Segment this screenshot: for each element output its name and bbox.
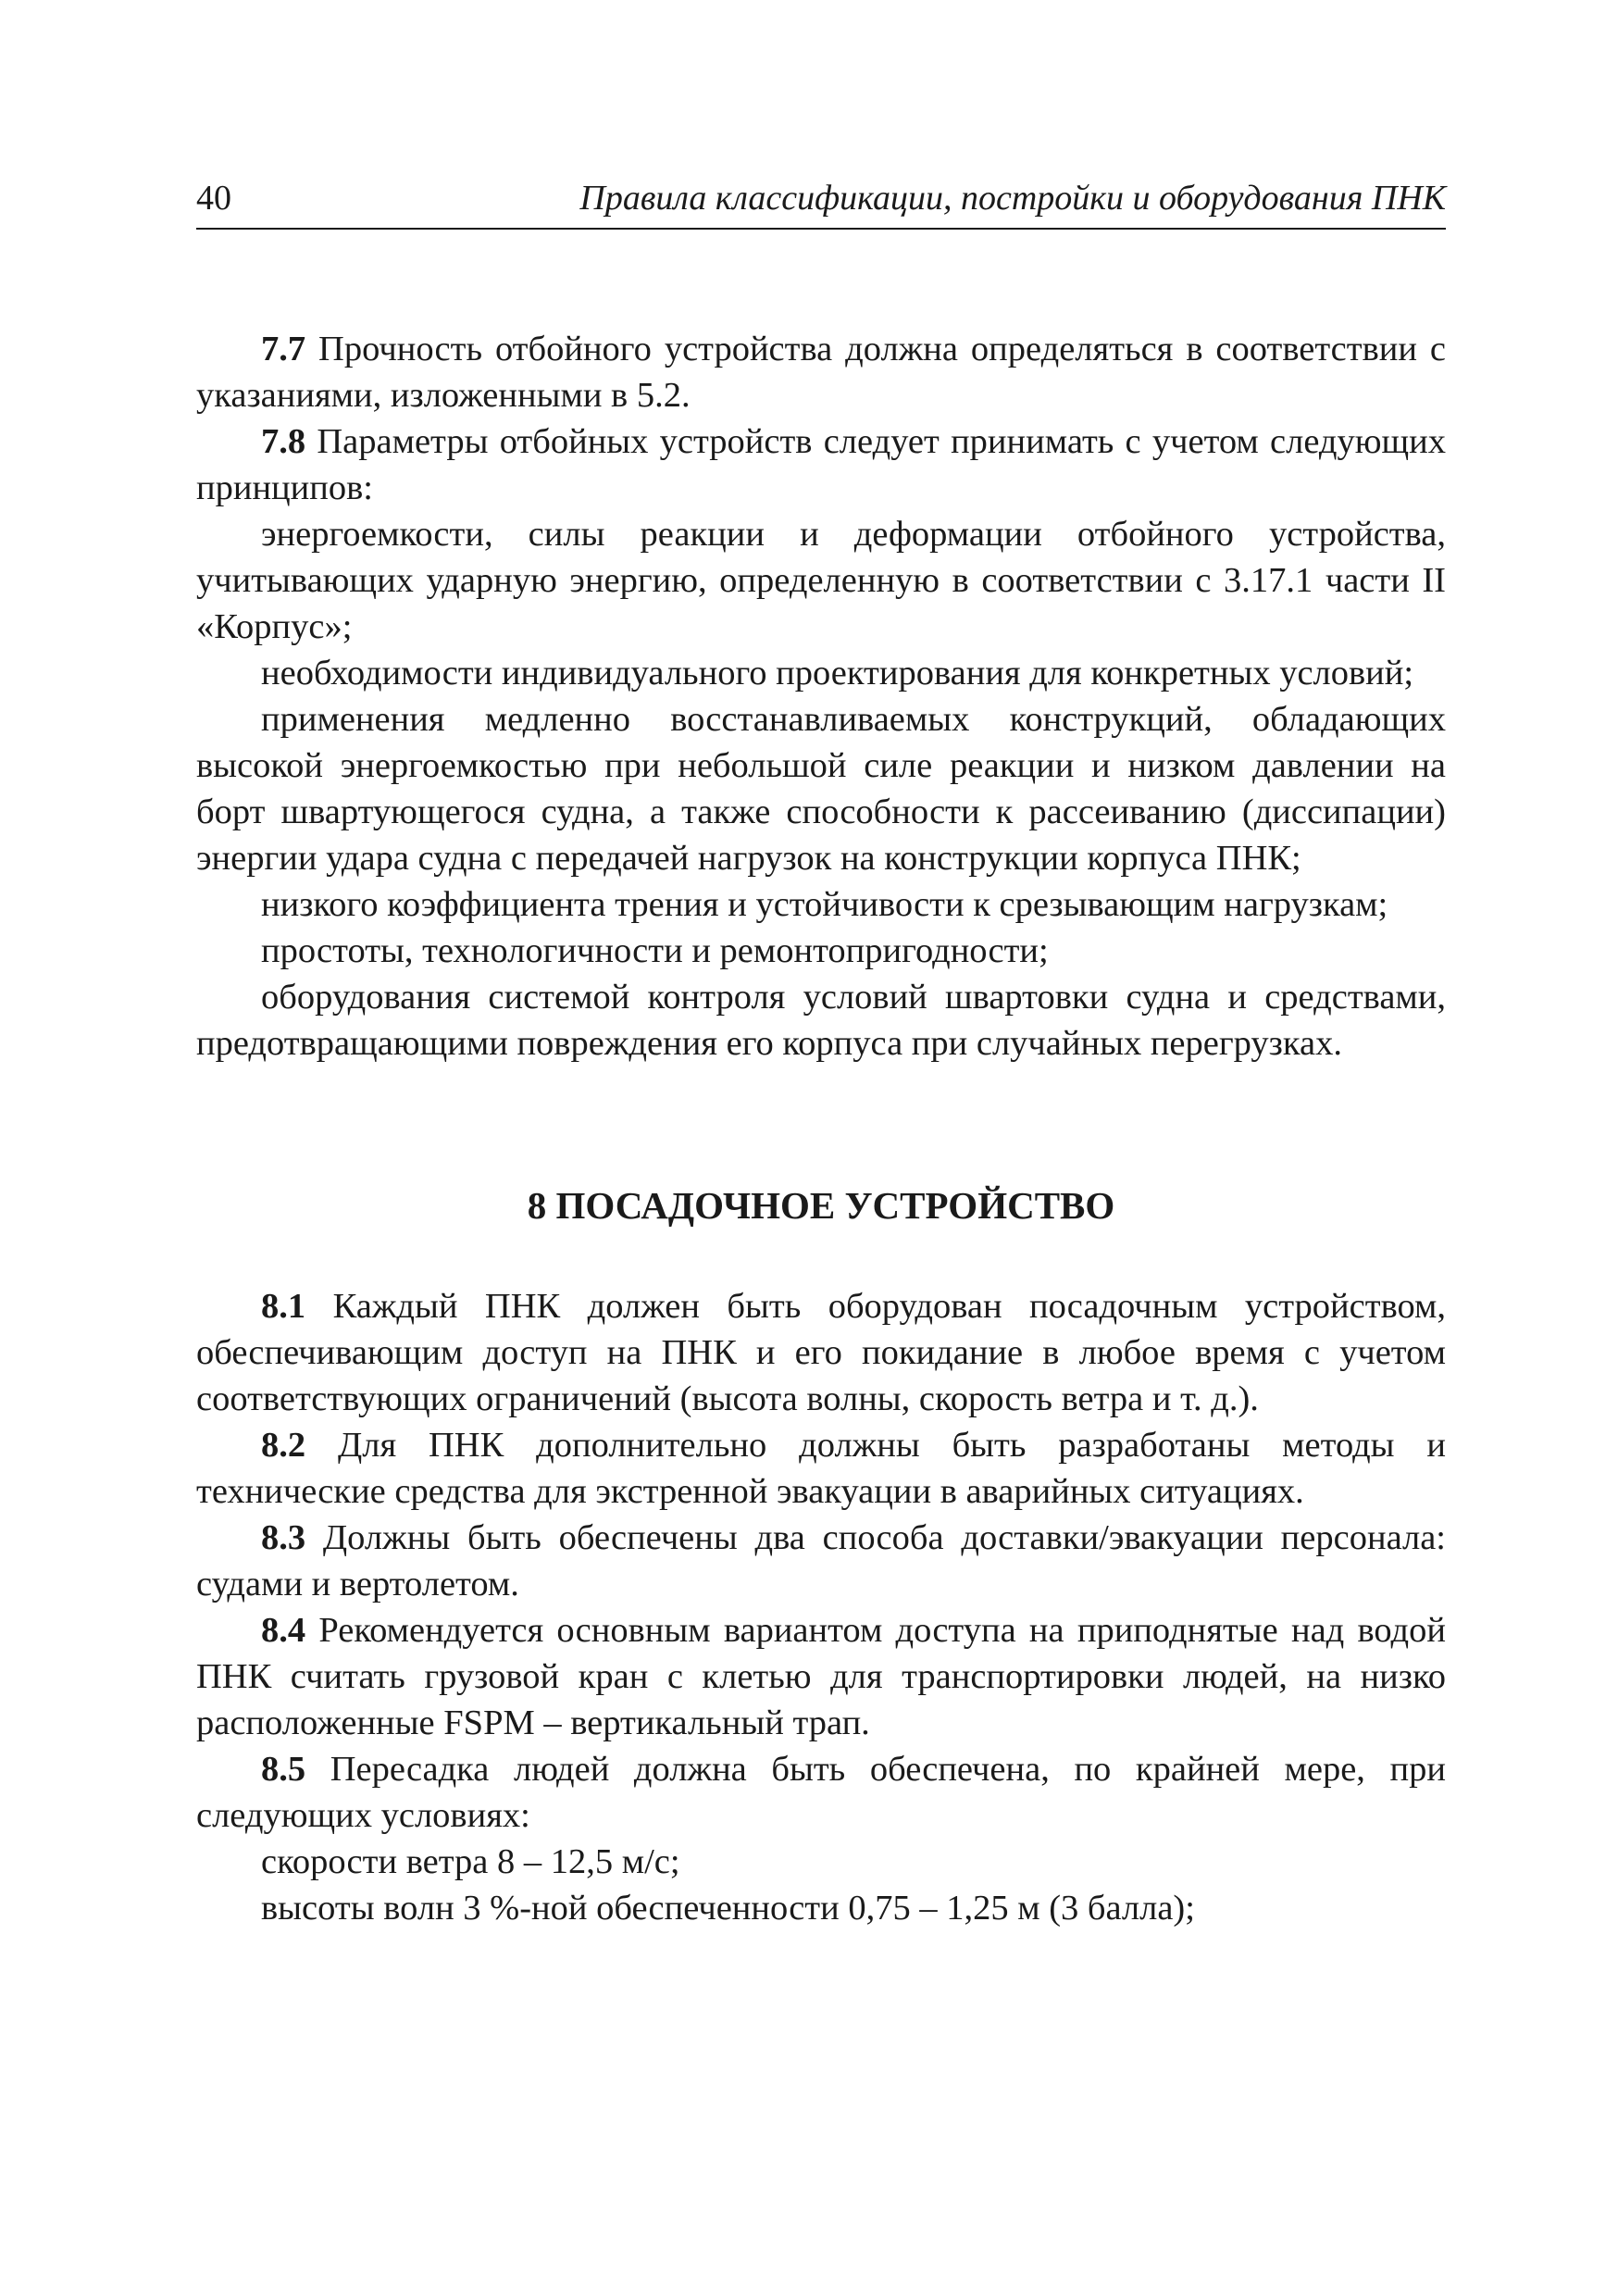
list-item: низкого коэффициента трения и устойчивости к срезывающим нагрузкам; (261, 885, 1388, 924)
paragraph-8-4 (196, 1607, 1446, 1746)
list-item: необходимости индивидуального проектирования для конкретных условий; (261, 654, 1414, 693)
paragraph-text: Прочность отбойного устройства должна определяться в соответствии с указаниями, изложенными в 5.2. (196, 330, 1446, 415)
paragraph-number: 8.5 (261, 1750, 306, 1789)
list-item: простоты, технологичности и ремонтопригодности; (261, 931, 1049, 970)
list-item: высоты волн 3 %-ной обеспеченности 0,75 – 1,25 м (3 балла); (261, 1889, 1195, 1928)
paragraph-text: Пересадка людей должна быть обеспечена, по крайней мере, при следующих условиях: (196, 1750, 1446, 1835)
paragraph-number: 8.1 (261, 1287, 306, 1326)
paragraph-text: Для ПНК дополнительно должны быть разработаны методы и технические средства для экстренной эвакуации в аварийных ситуациях. (196, 1426, 1446, 1511)
page-number: 40 (196, 179, 231, 218)
paragraph-number: 8.4 (261, 1611, 306, 1650)
list-item: применения медленно восстанавливаемых конструкций, обладающих высокой энергоемкостью при небольшой силе реакции и низком давлении на борт швартующегося судна, а также способности к рассеиванию (диссипации) энергии удара судна с передачей нагрузок на конструкции корпуса ПНК; (196, 700, 1446, 878)
paragraph-8-2 (196, 1422, 1446, 1515)
paragraph-number: 8.3 (261, 1518, 306, 1557)
paragraph-number: 7.8 (261, 422, 306, 461)
paragraph-7-8 (196, 418, 1446, 511)
paragraph-text: Параметры отбойных устройств следует принимать с учетом следующих принципов: (196, 422, 1446, 507)
paragraph-8-3 (196, 1515, 1446, 1607)
running-title: Правила классификации, постройки и оборудования ПНК (579, 179, 1446, 218)
paragraph-text: Рекомендуется основным вариантом доступа на приподнятые над водой ПНК считать грузовой кран с клетью для транспортировки людей, на низко расположенные FSPM – вертикальный трап. (196, 1611, 1446, 1742)
list-item: энергоемкости, силы реакции и деформации отбойного устройства, учитывающих ударную энергию, определенную в соответствии с 3.17.1 части II «Корпус»; (196, 515, 1446, 646)
paragraph-text: Каждый ПНК должен быть оборудован посадочным устройством, обеспечивающим доступ на ПНК и его покидание в любое время с учетом соответствующих ограничений (высота волны, скорость ветра и т. д.). (196, 1287, 1446, 1418)
running-header (196, 176, 1446, 230)
paragraph-8-1 (196, 1283, 1446, 1422)
list-item: скорости ветра 8 – 12,5 м/с; (261, 1842, 680, 1881)
paragraph-number: 8.2 (261, 1426, 306, 1465)
paragraph-number: 7.7 (261, 330, 306, 368)
list-item: оборудования системой контроля условий швартовки судна и средствами, предотвращающими повреждения его корпуса при случайных перегрузках. (196, 978, 1446, 1063)
body-text (196, 326, 1446, 1931)
section-heading: 8 ПОСАДОЧНОЕ УСТРОЙСТВО (527, 1184, 1115, 1227)
paragraph-8-5 (196, 1746, 1446, 1839)
paragraph-7-7 (196, 326, 1446, 418)
paragraph-text: Должны быть обеспечены два способа доставки/эвакуации персонала: судами и вертолетом. (196, 1518, 1446, 1603)
